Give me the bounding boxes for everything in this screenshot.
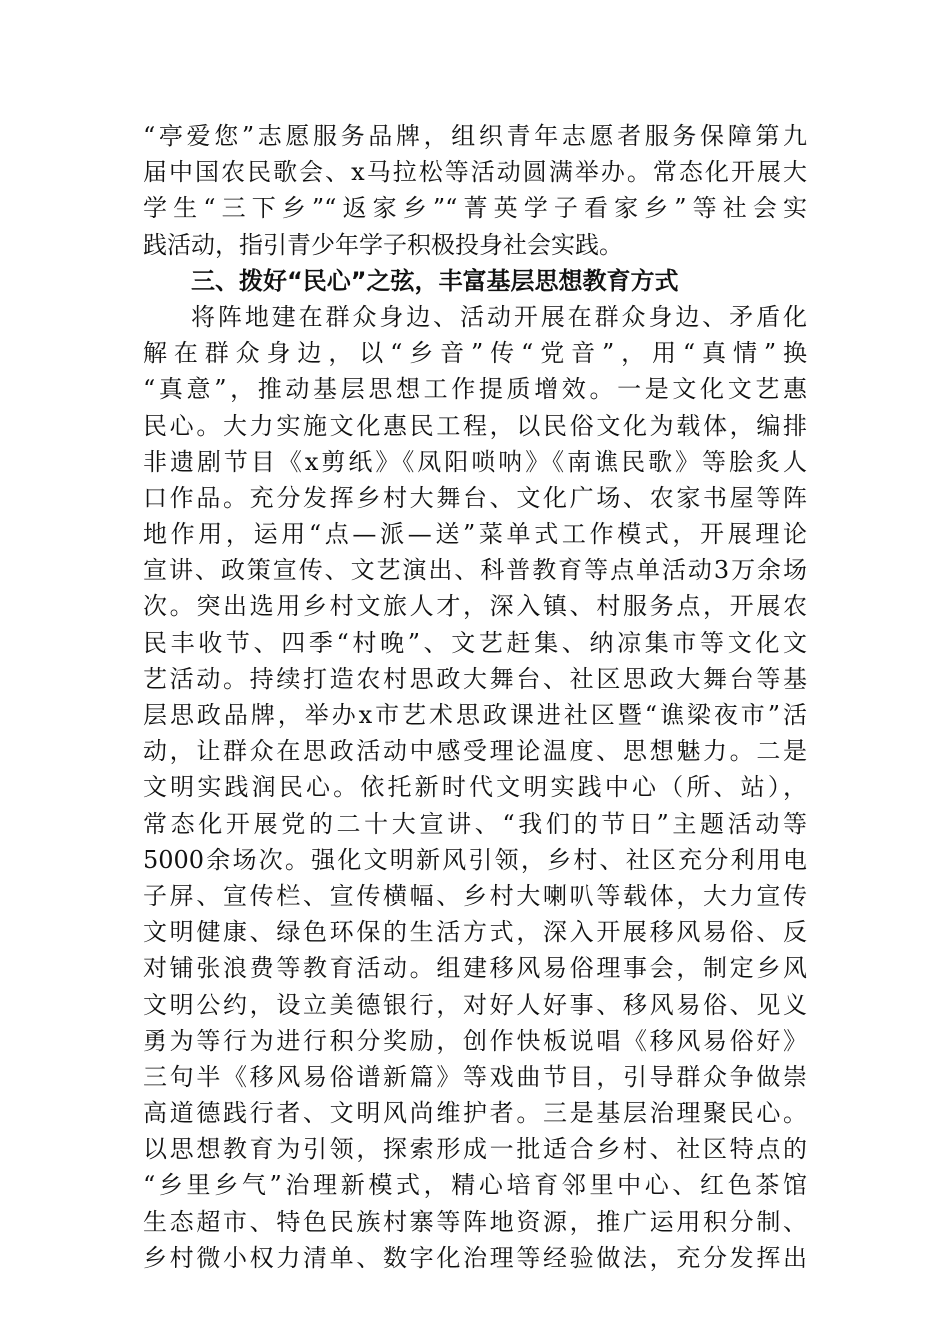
text-line: 学生“三下乡”“返家乡”“菁英学子看家乡”等社会实 bbox=[143, 194, 807, 223]
text-line: 践活动，指引青少年学子积极投身社会实践。 bbox=[143, 230, 623, 259]
text-line: 乡村微小权力清单、数字化治理等经验做法，充分发挥出 bbox=[143, 1243, 807, 1272]
text-line: 文明公约，设立美德银行，对好人好事、移风易俗、见义 bbox=[143, 990, 807, 1019]
text-line: 文明健康、绿色环保的生活方式，深入开展移风易俗、反 bbox=[143, 918, 807, 947]
text-line: 层思政品牌，举办x市艺术思政课进社区暨“谯梁夜市”活 bbox=[143, 701, 807, 729]
text-line: 届中国农民歌会、x马拉松等活动圆满举办。常态化开展大 bbox=[143, 158, 807, 187]
text-line: 民心。大力实施文化惠民工程，以民俗文化为载体，编排 bbox=[143, 411, 807, 440]
text-line: 艺活动。持续打造农村思政大舞台、社区思政大舞台等基 bbox=[143, 664, 807, 693]
text-line: “乡里乡气”治理新模式，精心培育邻里中心、红色茶馆 bbox=[143, 1171, 807, 1200]
text-line: 高道德践行者、文明风尚维护者。三是基层治理聚民心。 bbox=[143, 1099, 807, 1128]
text-line: 地作用，运用“点—派—送”菜单式工作模式，开展理论 bbox=[143, 520, 807, 549]
text-line: 常态化开展党的二十大宣讲、“我们的节日”主题活动等 bbox=[143, 809, 807, 838]
text-line: 5000余场次。强化文明新风引领，乡村、社区充分利用电 bbox=[143, 845, 807, 874]
text-line: 勇为等行为进行积分奖励，创作快板说唱《移风易俗好》 bbox=[143, 1026, 807, 1055]
text-line: 三句半《移风易俗谱新篇》等戏曲节目，引导群众争做崇 bbox=[143, 1062, 807, 1091]
body-text bbox=[143, 118, 807, 1276]
text-line: “亭爱您”志愿服务品牌，组织青年志愿者服务保障第九 bbox=[143, 122, 807, 150]
text-line: 文明实践润民心。依托新时代文明实践中心（所、站）， bbox=[143, 773, 807, 802]
text-line: “真意”，推动基层思想工作提质增效。一是文化文艺惠 bbox=[143, 375, 807, 404]
section-heading: 三、拨好“民心”之弦，丰富基层思想教育方式 bbox=[191, 266, 679, 295]
text-line: 宣讲、政策宣传、文艺演出、科普教育等点单活动3万余场 bbox=[143, 556, 807, 585]
text-line: 将阵地建在群众身边、活动开展在群众身边、矛盾化 bbox=[191, 302, 807, 331]
text-line: 子屏、宣传栏、宣传横幅、乡村大喇叭等载体，大力宣传 bbox=[143, 881, 807, 910]
text-line: 非遗剧节目《x剪纸》《凤阳唢呐》《南谯民歌》等脍炙人 bbox=[143, 447, 807, 476]
text-line: 解在群众身边，以“乡音”传“党音”，用“真情”换 bbox=[143, 339, 807, 368]
text-line: 以思想教育为引领，探索形成一批适合乡村、社区特点的 bbox=[143, 1135, 807, 1164]
text-line: 口作品。充分发挥乡村大舞台、文化广场、农家书屋等阵 bbox=[143, 483, 807, 512]
text-line: 民丰收节、四季“村晚”、文艺赶集、纳凉集市等文化文 bbox=[143, 628, 807, 657]
text-line: 生态超市、特色民族村寨等阵地资源，推广运用积分制、 bbox=[143, 1207, 807, 1236]
text-line: 动，让群众在思政活动中感受理论温度、思想魅力。二是 bbox=[143, 737, 807, 766]
text-line: 对铺张浪费等教育活动。组建移风易俗理事会，制定乡风 bbox=[143, 954, 807, 983]
text-line: 次。突出选用乡村文旅人才，深入镇、村服务点，开展农 bbox=[143, 592, 807, 621]
